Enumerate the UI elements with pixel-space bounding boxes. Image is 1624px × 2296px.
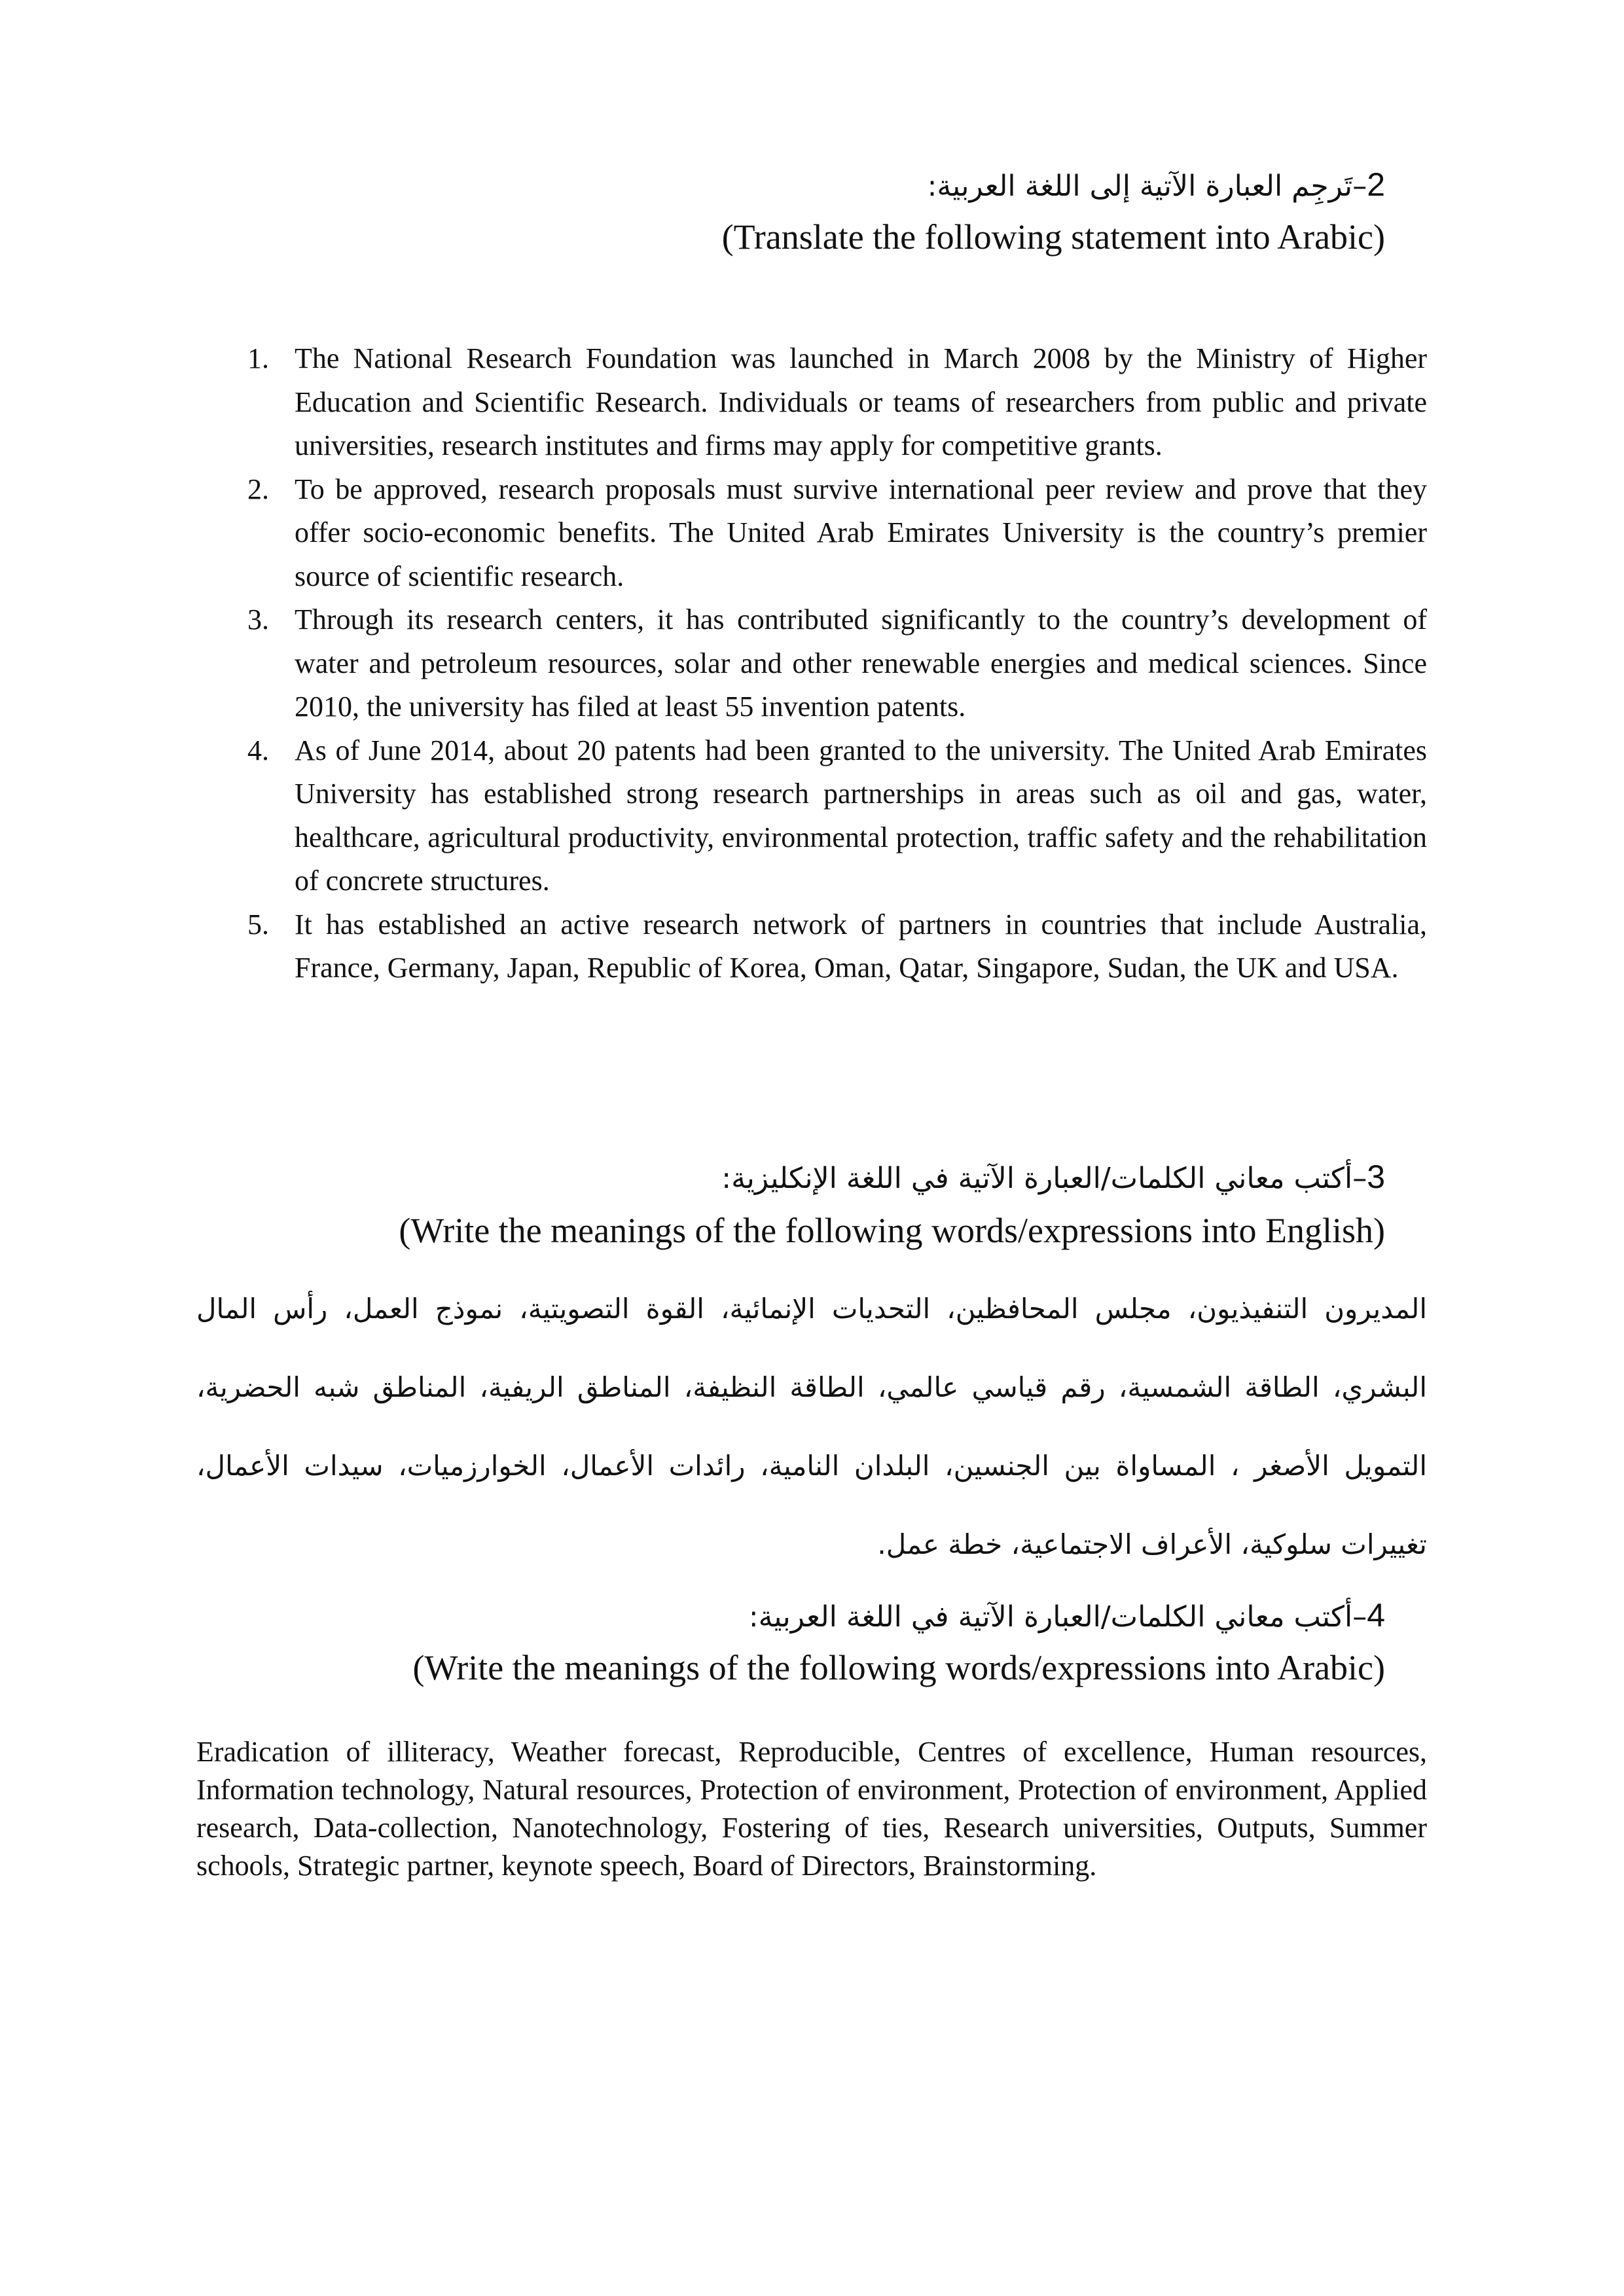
section4-english-heading: (Write the meanings of the following words/expressions into Arabic) [412,1648,1385,1687]
section2-arabic-title: تَرجِم العبارة الآتية إلى اللغة العربية: [927,170,1353,203]
list-item [236,337,1427,468]
section2-arabic-heading: 2–تَرجِم العبارة الآتية إلى اللغة العربية: [927,166,1385,203]
list-item [236,729,1427,903]
list-item [236,598,1427,729]
list-item-marker: 1. [247,342,269,374]
list-item-text: To be approved, research proposals must survive international peer review and prove that they offer socio-economic benefits. The United Arab Emirates University is the country’s premier source of scientific research. [295,473,1427,592]
section2-number: 2 [1367,166,1385,203]
section3-arabic-terms: المديرون التنفيذيون، مجلس المحافظين، التحديات الإنمائية، القوة التصويتية، نموذج العمل، رأس المال البشري، الطاقة الشمسية، رقم قياسي عالمي، الطاقة النظيفة، المناطق الريفية، المناطق شبه الحضرية، التمويل الأصغر ، المساواة بين الجنسين، البلدان النامية، رائدات الأعمال، الخوارزميات، سيدات الأعمال، تغييرات سلوكية، الأعراف الاجتماعية، خطة عمل. [196,1293,1427,1560]
list-item-text: As of June 2014, about 20 patents had been granted to the university. The United Arab Emirates University has established strong research partnerships in areas such as oil and gas, water, healthcare, agricultural productivity, environmental protection, traffic safety and the rehabilitation of concrete structures. [295,734,1427,897]
list-item-marker: 4. [247,734,269,766]
section2-english-heading: (Translate the following statement into Arabic) [721,217,1385,257]
list-item-text: It has established an active research network of partners in countries that include Australia, France, Germany, Japan, Republic of Korea, Oman, Qatar, Singapore, Sudan, the UK and USA. [295,908,1427,984]
section3-number: 3 [1367,1158,1385,1195]
section3-arabic-title: أكتب معاني الكلمات/العبارة الآتية في اللغة الإنكليزية: [721,1162,1353,1195]
list-item-marker: 2. [247,473,269,505]
list-item-text: Through its research centers, it has contributed significantly to the country’s development of water and petroleum resources, solar and other renewable energies and medical sciences. Since 2010, the university has filed at least 55 invention patents. [295,603,1427,723]
section3-arabic-heading: 3–أكتب معاني الكلمات/العبارة الآتية في اللغة الإنكليزية: [721,1158,1385,1195]
list-item-marker: 5. [247,908,269,941]
list-item [236,468,1427,599]
section4-english-terms: Eradication of illiteracy, Weather forecast, Reproducible, Centres of excellence, Human resources, Information technology, Natural resources, Protection of environment, Protection of environment, Applied research, Data-collection, Nanotechnology, Fostering of ties, Research universities, Outputs, Summer schools, Strategic partner, keynote speech, Board of Directors, Brainstorming. [196,1736,1427,1882]
section2-statement-list [236,337,1427,990]
section3-english-heading: (Write the meanings of the following words/expressions into English) [399,1211,1385,1250]
section4-arabic-heading: 4–أكتب معاني الكلمات/العبارة الآتية في اللغة العربية: [748,1597,1385,1634]
list-item-text: The National Research Foundation was launched in March 2008 by the Ministry of Higher Education and Scientific Research. Individuals or teams of researchers from public and private universities, research institutes and firms may apply for competitive grants. [295,342,1427,461]
list-item-marker: 3. [247,603,269,636]
section4-arabic-title: أكتب معاني الكلمات/العبارة الآتية في اللغة العربية: [748,1600,1353,1634]
section4-number: 4 [1367,1597,1385,1634]
list-item [236,903,1427,990]
